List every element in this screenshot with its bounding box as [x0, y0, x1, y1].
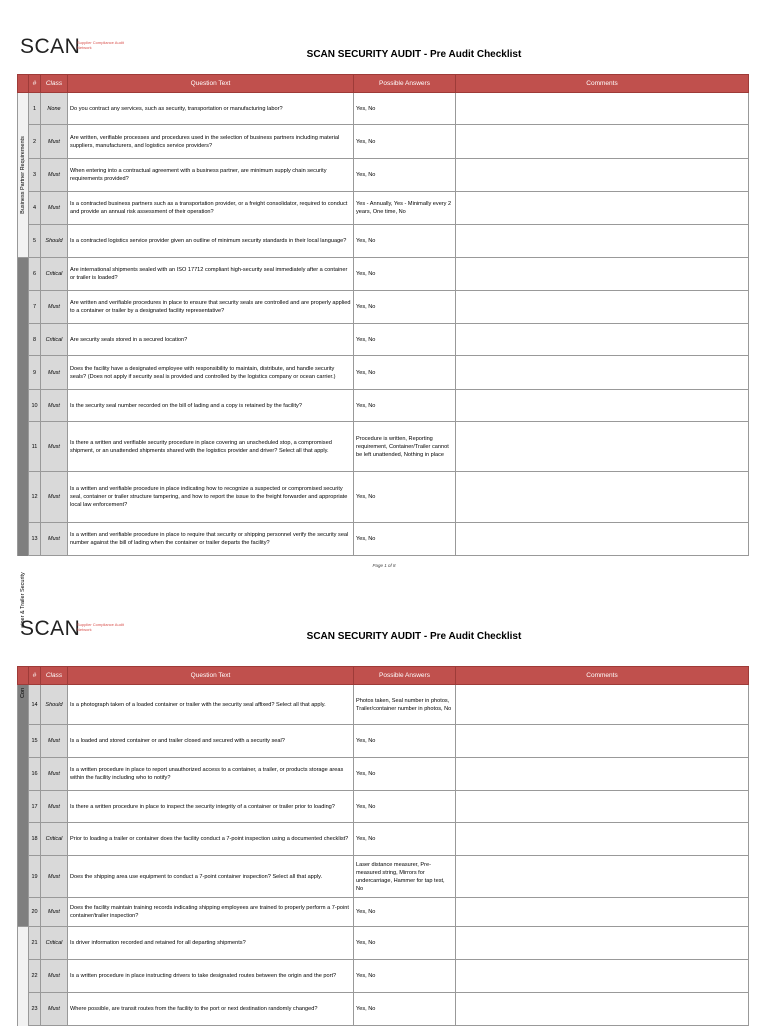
row-class: Must [41, 472, 68, 523]
row-comments[interactable] [456, 898, 749, 927]
table-row [18, 125, 749, 159]
row-class: Must [41, 159, 68, 192]
row-number: 21 [29, 927, 41, 960]
page-header [0, 582, 768, 642]
scan-logo: SCAN [20, 617, 81, 640]
row-class: Must [41, 291, 68, 324]
row-comments[interactable] [456, 192, 749, 225]
row-number: 8 [29, 324, 41, 356]
row-question: Prior to loading a trailer or container does the facility conduct a 7-point inspection using a documented checklist? [68, 823, 354, 856]
row-answers: Yes, No [354, 960, 456, 993]
row-class: Should [41, 225, 68, 258]
table-row [18, 927, 749, 960]
row-answers: Yes, No [354, 927, 456, 960]
row-question: Are written and verifiable procedures in place to ensure that security seals are controlled and are properly applied to a container or trailer by a designated facility representative? [68, 291, 354, 324]
row-question: Does the shipping area use equipment to conduct a 7-point container inspection? Select all that apply. [68, 856, 354, 898]
table-row [18, 225, 749, 258]
row-comments[interactable] [456, 225, 749, 258]
header-question: Question Text [68, 75, 354, 93]
table-row [18, 758, 749, 791]
row-comments[interactable] [456, 685, 749, 725]
header-comments: Comments [456, 75, 749, 93]
row-class: Must [41, 725, 68, 758]
row-number: 17 [29, 791, 41, 823]
row-number: 15 [29, 725, 41, 758]
table-row [18, 523, 749, 556]
row-class: Must [41, 993, 68, 1026]
table-row [18, 291, 749, 324]
row-comments[interactable] [456, 159, 749, 192]
table-row [18, 725, 749, 758]
row-class: Should [41, 685, 68, 725]
row-number: 19 [29, 856, 41, 898]
row-answers: Yes, No [354, 758, 456, 791]
row-answers: Yes, No [354, 258, 456, 291]
table-row [18, 93, 749, 125]
table-row [18, 685, 749, 725]
row-question: When entering into a contractual agreement with a business partner, are minimum supply chain security requirements provided? [68, 159, 354, 192]
row-comments[interactable] [456, 725, 749, 758]
page-number: Page 1 of 8 [372, 563, 396, 568]
header-answers: Possible Answers [354, 75, 456, 93]
row-number: 12 [29, 472, 41, 523]
table-row [18, 472, 749, 523]
row-class: Critical [41, 823, 68, 856]
row-number: 18 [29, 823, 41, 856]
row-question: Do you contract any services, such as security, transportation or manufacturing labor? [68, 93, 354, 125]
header-section [18, 667, 29, 685]
section-label: Business Partner Requirements [20, 136, 26, 214]
table-header-row [18, 75, 749, 93]
row-question: Does the facility maintain training records indicating shipping employees are trained to properly perform a 7-point container/trailer inspection? [68, 898, 354, 927]
row-class: Must [41, 192, 68, 225]
header-class: Class [41, 75, 68, 93]
table-row [18, 324, 749, 356]
row-question: Is a photograph taken of a loaded container or trailer with the security seal affixed? Select all that apply. [68, 685, 354, 725]
table-header-row [18, 667, 749, 685]
row-comments[interactable] [456, 291, 749, 324]
row-answers: Yes, No [354, 523, 456, 556]
row-number: 9 [29, 356, 41, 390]
row-number: 14 [29, 685, 41, 725]
table-row [18, 159, 749, 192]
row-comments[interactable] [456, 823, 749, 856]
row-number: 5 [29, 225, 41, 258]
row-question: Is the security seal number recorded on the bill of lading and a copy is retained by the facility? [68, 390, 354, 422]
row-number: 7 [29, 291, 41, 324]
header-num: # [29, 667, 41, 685]
scan-logo-subtitle: Supplier Compliance Audit Network [77, 622, 124, 632]
header-section [18, 75, 29, 93]
header-class: Class [41, 667, 68, 685]
table-row [18, 390, 749, 422]
row-question: Is there a written procedure in place to inspect the security integrity of a container or trailer prior to loading? [68, 791, 354, 823]
row-comments[interactable] [456, 390, 749, 422]
checklist-table [17, 666, 749, 1026]
row-number: 2 [29, 125, 41, 159]
table-row [18, 823, 749, 856]
table-row [18, 356, 749, 390]
row-answers: Yes, No [354, 725, 456, 758]
table-row [18, 192, 749, 225]
row-comments[interactable] [456, 791, 749, 823]
row-comments[interactable] [456, 758, 749, 791]
row-question: Is a loaded and stored container or and trailer closed and secured with a security seal? [68, 725, 354, 758]
table-row [18, 993, 749, 1026]
row-comments[interactable] [456, 258, 749, 291]
table-row [18, 422, 749, 472]
row-class: Must [41, 758, 68, 791]
row-comments[interactable] [456, 960, 749, 993]
row-question: Is a written procedure in place to report unauthorized access to a container, a trailer, or products storage areas within the facility including who to notify? [68, 758, 354, 791]
row-question: Is a contracted business partners such as a transportation provider, or a freight consolidator, required to conduct and provide an annual risk assessment of their operation? [68, 192, 354, 225]
row-class: Critical [41, 324, 68, 356]
row-question: Is driver information recorded and retained for all departing shipments? [68, 927, 354, 960]
row-comments[interactable] [456, 856, 749, 898]
row-question: Are international shipments sealed with an ISO 17712 compliant high-security seal immediately after a container or trailer is loaded? [68, 258, 354, 291]
row-class: Must [41, 856, 68, 898]
row-class: Critical [41, 258, 68, 291]
row-answers: Yes, No [354, 225, 456, 258]
scan-logo: SCAN [20, 35, 81, 58]
row-comments[interactable] [456, 356, 749, 390]
header-comments: Comments [456, 667, 749, 685]
row-answers: Yes, No [354, 125, 456, 159]
row-number: 1 [29, 93, 41, 125]
row-question: Is a written and verifiable procedure in place to require that security or shipping personnel verify the security seal number against the bill of lading when the container or trailer departs the facility? [68, 523, 354, 556]
row-class: Must [41, 791, 68, 823]
row-number: 16 [29, 758, 41, 791]
row-class: None [41, 93, 68, 125]
table-row [18, 258, 749, 291]
row-comments[interactable] [456, 927, 749, 960]
section-transport [18, 927, 29, 1026]
row-number: 10 [29, 390, 41, 422]
row-answers: Yes, No [354, 159, 456, 192]
row-answers: Yes, No [354, 93, 456, 125]
row-comments[interactable] [456, 93, 749, 125]
row-number: 13 [29, 523, 41, 556]
row-number: 11 [29, 422, 41, 472]
section-label: ainer & Trailer Security [20, 571, 26, 628]
row-answers: Procedure is written, Reporting requirement, Container/Trailer cannot be left unattended, Nothing in place [354, 422, 456, 472]
row-answers: Yes, No [354, 823, 456, 856]
row-class: Must [41, 422, 68, 472]
row-comments[interactable] [456, 523, 749, 556]
table-row [18, 856, 749, 898]
row-answers: Photos taken, Seal number in photos, Trailer/container number in photos, No [354, 685, 456, 725]
row-answers: Laser distance measurer, Pre-measured string, Mirrors for undercarriage, Hammer for tap test, No [354, 856, 456, 898]
row-answers: Yes, No [354, 324, 456, 356]
row-answers: Yes, No [354, 390, 456, 422]
row-number: 23 [29, 993, 41, 1026]
row-number: 22 [29, 960, 41, 993]
row-answers: Yes, No [354, 472, 456, 523]
row-number: 20 [29, 898, 41, 927]
row-answers: Yes, No [354, 356, 456, 390]
row-question: Is a contracted logistics service provider given an outline of minimum security standards in their local language? [68, 225, 354, 258]
row-answers: Yes, No [354, 898, 456, 927]
row-question: Does the facility have a designated employee with responsibility to maintain, distribute, and handle security seals? (Does not apply if security seal is provided and controlled by the logistics company or ocean carrier.) [68, 356, 354, 390]
row-class: Must [41, 356, 68, 390]
row-comments[interactable] [456, 324, 749, 356]
row-class: Critical [41, 927, 68, 960]
row-number: 3 [29, 159, 41, 192]
section-container-trailer [18, 258, 29, 628]
row-answers: Yes, No [354, 993, 456, 1026]
page-title: SCAN SECURITY AUDIT - Pre Audit Checklist [306, 631, 522, 642]
row-class: Must [41, 125, 68, 159]
row-class: Must [41, 523, 68, 556]
section-label: Con [20, 687, 26, 699]
header-num: # [29, 75, 41, 93]
row-comments[interactable] [456, 472, 749, 523]
row-question: Where possible, are transit routes from the facility to the port or next destination randomly changed? [68, 993, 354, 1026]
row-number: 6 [29, 258, 41, 291]
row-question: Are security seals stored in a secured location? [68, 324, 354, 356]
row-comments[interactable] [456, 125, 749, 159]
table-row [18, 960, 749, 993]
row-answers: Yes - Annually, Yes - Minimally every 2 years, One time, No [354, 192, 456, 225]
row-answers: Yes, No [354, 291, 456, 324]
row-class: Must [41, 960, 68, 993]
row-answers: Yes, No [354, 791, 456, 823]
page-header [0, 0, 768, 60]
scan-logo-subtitle: Supplier Compliance Audit Network [77, 40, 124, 50]
row-comments[interactable] [456, 422, 749, 472]
section-business-partner [18, 93, 29, 258]
row-question: Are written, verifiable processes and procedures used in the selection of business partners including material suppliers, manufacturers, and logistics service providers? [68, 125, 354, 159]
row-class: Must [41, 390, 68, 422]
table-row [18, 898, 749, 927]
header-answers: Possible Answers [354, 667, 456, 685]
row-question: Is there a written and verifiable security procedure in place covering an unscheduled stop, a compromised shipment, or an unattended shipments shared with the logistics provider and driver? Select all that apply. [68, 422, 354, 472]
row-question: Is a written procedure in place instructing drivers to take designated routes between the origin and the port? [68, 960, 354, 993]
row-class: Must [41, 898, 68, 927]
header-question: Question Text [68, 667, 354, 685]
table-row [18, 791, 749, 823]
page-title: SCAN SECURITY AUDIT - Pre Audit Checklist [306, 49, 522, 60]
section-container-trailer [18, 685, 29, 927]
row-number: 4 [29, 192, 41, 225]
row-question: Is a written and verifiable procedure in place indicating how to recognize a suspected or compromised security seal, container or trailer structure tampering, and how to report the issue to the freight forwarder and appropriate local law enforcement? [68, 472, 354, 523]
row-comments[interactable] [456, 993, 749, 1026]
